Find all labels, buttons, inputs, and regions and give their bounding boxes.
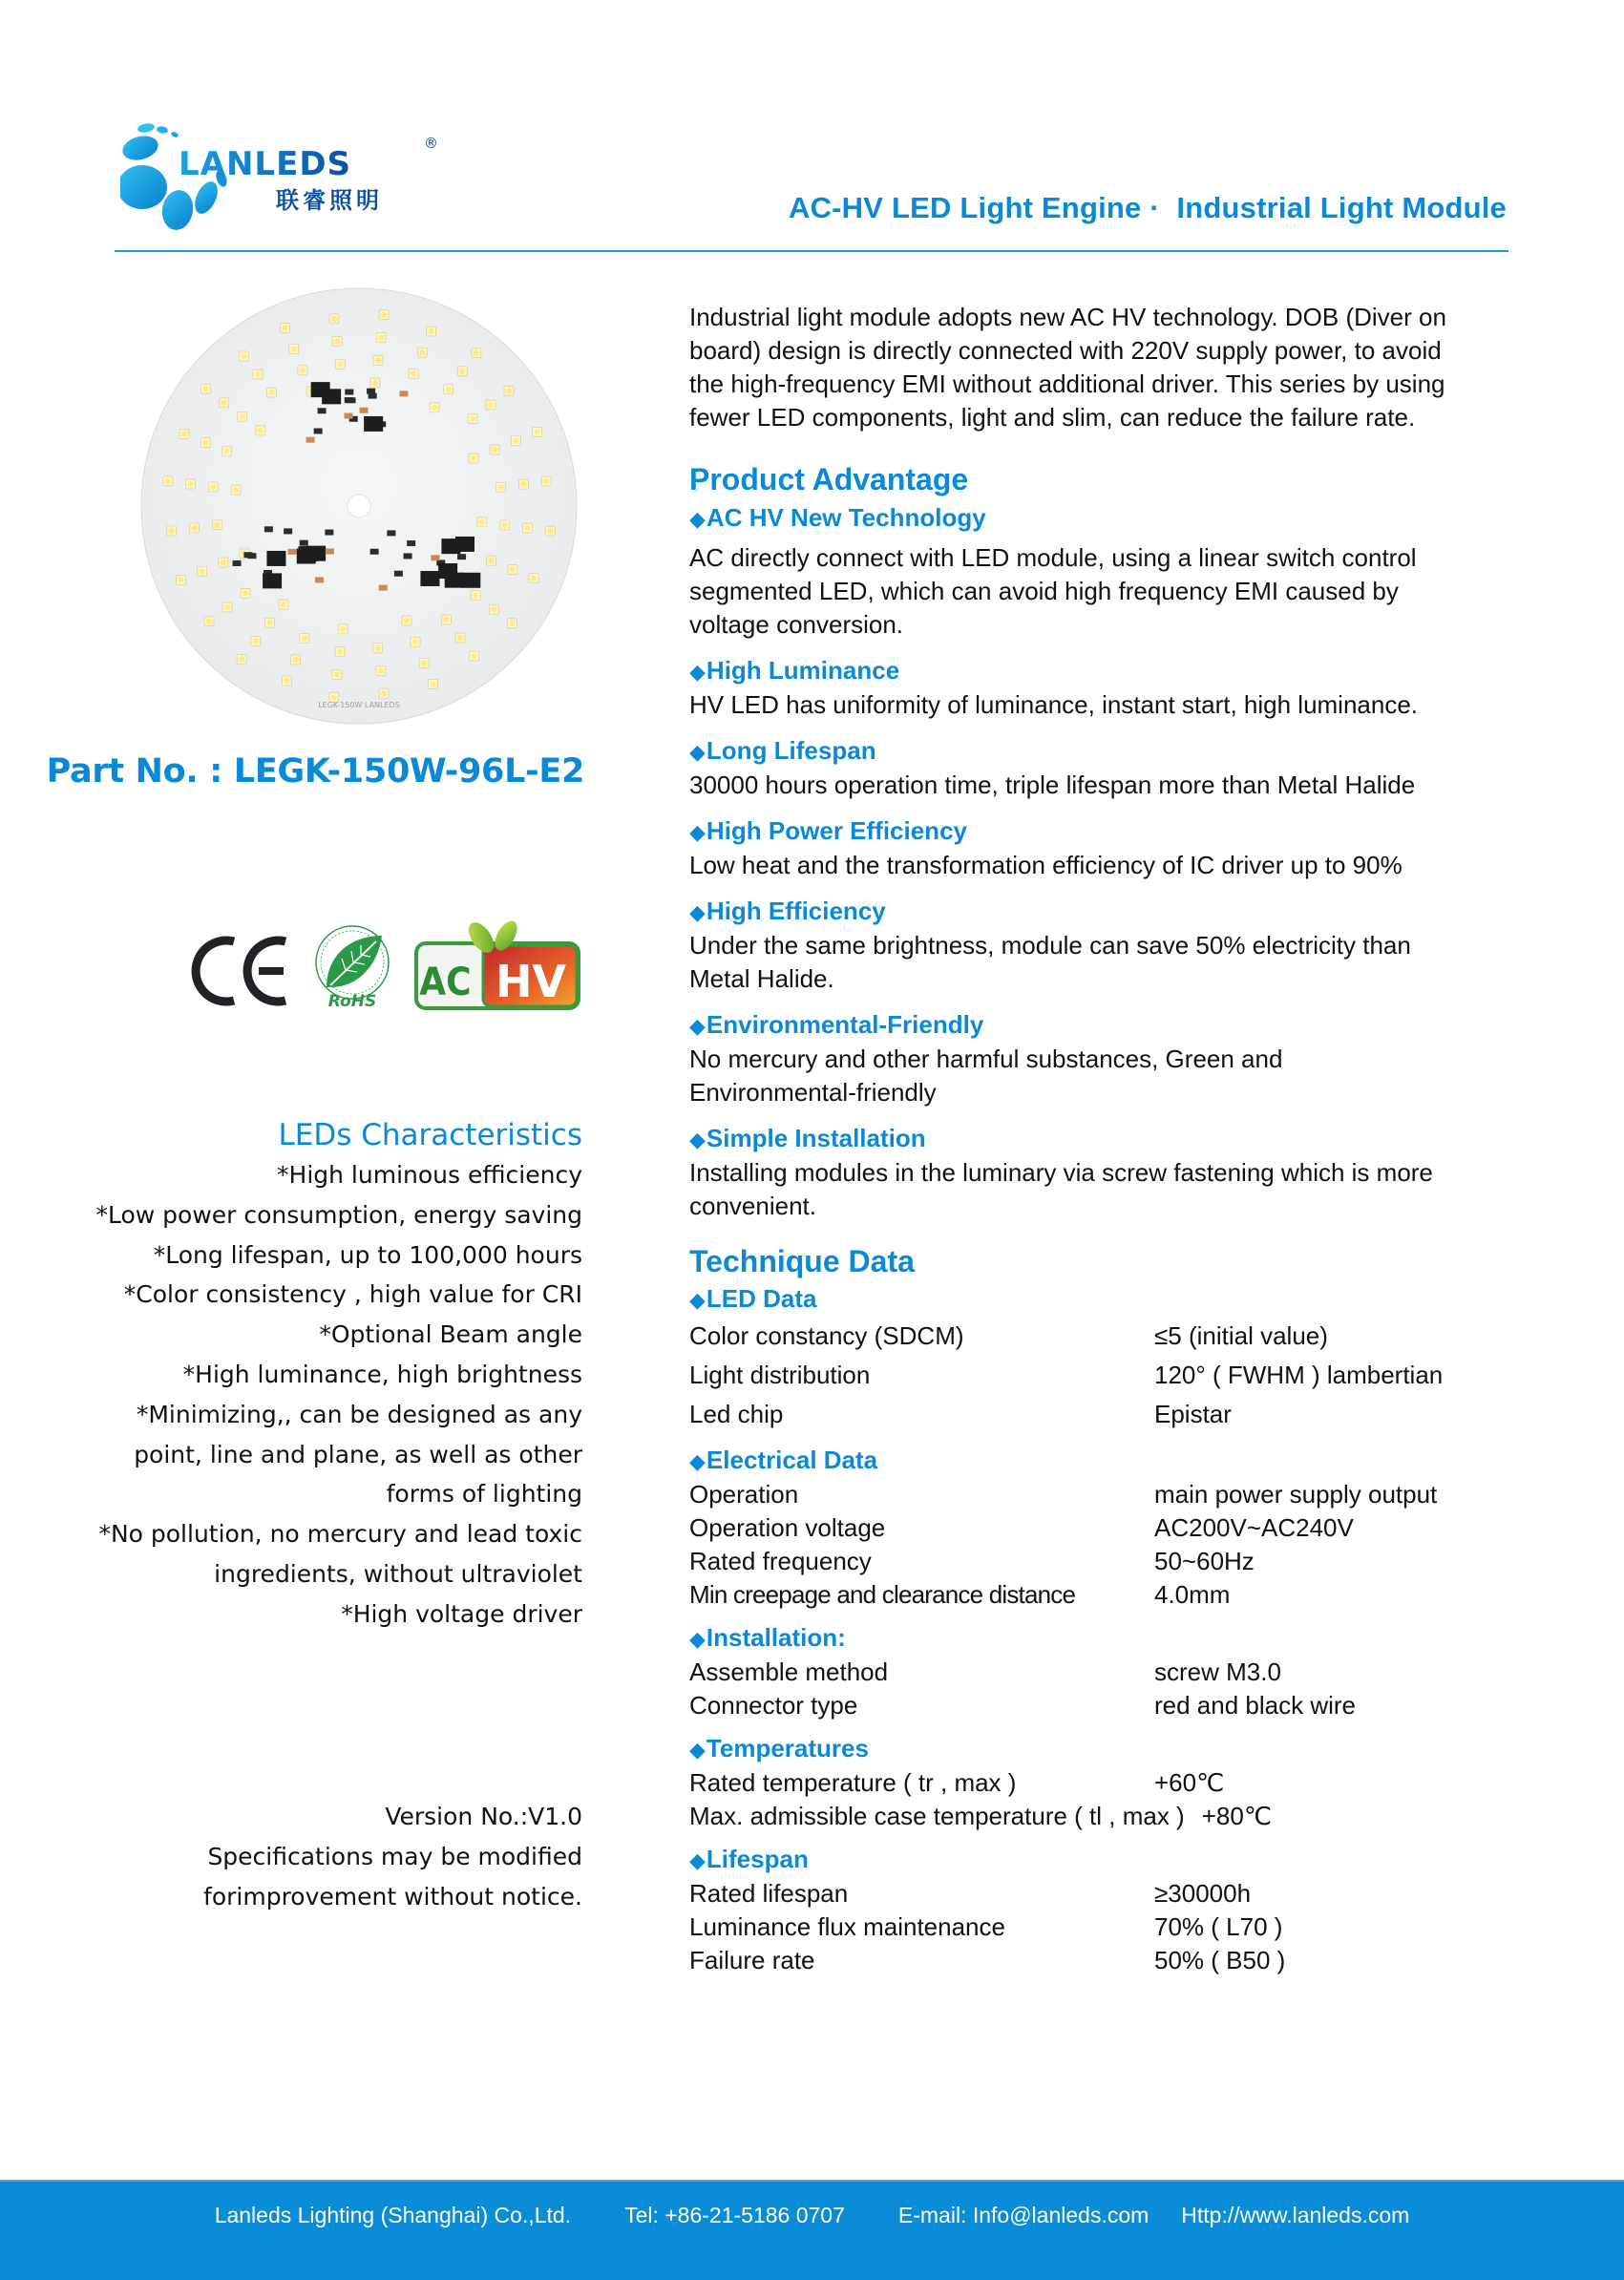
smd-component — [264, 526, 273, 532]
center-hole — [348, 495, 370, 517]
svg-text:AC: AC — [419, 960, 472, 1004]
led-emitter — [411, 370, 416, 376]
ce-mark-icon — [188, 936, 293, 1006]
led-emitter — [428, 328, 433, 334]
driver-ic — [266, 551, 285, 566]
advantage-list — [689, 501, 1529, 1223]
intro-line: board) design is directly connected with 220V supply power, to avoid — [689, 336, 1442, 365]
diamond-bullet-icon: ◆ — [689, 660, 706, 684]
smd-component — [314, 428, 323, 433]
spec-label: Operation — [689, 1480, 799, 1509]
spec-value: 4.0mm — [1154, 1580, 1231, 1609]
ac-hv-badge-icon — [414, 917, 582, 1012]
driver-ic — [455, 537, 475, 552]
led-emitter — [459, 368, 465, 373]
smd-component — [348, 397, 356, 403]
led-emitter — [291, 346, 297, 351]
list-item: *Optional Beam angle — [319, 1320, 582, 1349]
spec-value: screw M3.0 — [1154, 1657, 1281, 1686]
table-row — [689, 1317, 1529, 1356]
spec-value: ≤5 (initial value) — [1154, 1321, 1328, 1350]
diamond-bullet-icon: ◆ — [689, 1449, 706, 1473]
led-emitter — [253, 638, 259, 644]
led-emitter — [214, 522, 220, 528]
led-emitter — [334, 338, 340, 344]
led-emitter — [531, 575, 537, 581]
spec-value: 50~60Hz — [1154, 1547, 1255, 1575]
spec-label: Rated temperature ( tr , max ) — [689, 1768, 1017, 1797]
led-emitter — [488, 402, 494, 408]
spec-label: Max. admissible case temperature ( tl , max ) — [689, 1802, 1185, 1830]
led-emitter — [520, 481, 526, 487]
driver-ic — [461, 573, 480, 588]
smd-component — [370, 549, 379, 555]
led-emitter — [430, 681, 435, 686]
led-emitter — [502, 522, 508, 528]
spec-label: Led chip — [689, 1400, 784, 1428]
led-emitter — [266, 620, 272, 625]
smd-component — [284, 528, 292, 534]
diamond-bullet-icon: ◆ — [689, 1014, 706, 1038]
diamond-bullet-icon: ◆ — [689, 1738, 706, 1762]
list-item: point, line and plane, as well as other — [134, 1440, 582, 1468]
footer-phone[interactable]: Tel: +86-21-5186 0707 — [624, 2203, 845, 2227]
table-row — [689, 1356, 1529, 1395]
led-emitter — [221, 400, 226, 406]
advantage-heading: ◆High Efficiency — [689, 895, 1529, 929]
spec-value: +80℃ — [1201, 1802, 1273, 1830]
led-emitter — [419, 349, 425, 355]
spec-group-heading: ◆Electrical Data — [689, 1444, 1529, 1478]
smd-component — [306, 437, 315, 443]
advantage-text: Metal Halide. — [689, 964, 834, 993]
advantage-heading: ◆AC HV New Technology — [689, 501, 1529, 536]
spec-value: AC200V~AC240V — [1154, 1513, 1354, 1542]
led-emitter — [473, 592, 478, 598]
table-row — [689, 1800, 1529, 1833]
spec-label: Failure rate — [689, 1946, 815, 1974]
table-row — [689, 1395, 1529, 1434]
list-item: *High luminous efficiency — [277, 1161, 582, 1189]
smd-component — [407, 540, 415, 546]
led-emitter — [375, 644, 381, 650]
driver-ic — [438, 563, 457, 579]
spec-value: ≥30000h — [1154, 1879, 1252, 1908]
rohs-leaf-icon — [309, 924, 395, 1010]
spec-value: 120° ( FWHM ) lambertian — [1154, 1361, 1444, 1389]
spec-label: Rated frequency — [689, 1547, 872, 1575]
advantage-item — [689, 654, 1529, 722]
advantage-text: HV LED has uniformity of luminance, instant start, high luminance. — [689, 690, 1419, 719]
smd-component — [233, 560, 242, 566]
svg-text:®: ® — [424, 135, 438, 152]
smd-component — [288, 549, 297, 555]
advantage-text: Under the same brightness, module can save 50% electricity than — [689, 931, 1411, 960]
led-emitter — [243, 590, 248, 596]
advantage-item — [689, 814, 1529, 882]
spec-label: Rated lifespan — [689, 1879, 849, 1908]
list-item: *High luminance, high brightness — [182, 1360, 582, 1388]
table-row — [689, 1511, 1529, 1545]
smd-component — [325, 530, 333, 536]
led-emitter — [471, 653, 476, 659]
led-emitter — [432, 405, 437, 411]
led-emitter — [470, 415, 475, 421]
advantage-text: Installing modules in the luminary via screw fastening which is more — [689, 1158, 1433, 1187]
led-emitter — [199, 568, 204, 574]
driver-ic — [322, 389, 341, 404]
table-row — [689, 1578, 1529, 1612]
smd-component — [345, 413, 353, 419]
spec-value: 70% ( L70 ) — [1154, 1912, 1283, 1941]
led-emitter — [202, 439, 208, 445]
led-emitter — [206, 618, 212, 623]
led-emitter — [302, 635, 307, 641]
led-emitter — [224, 604, 230, 610]
technique-data-title: Technique Data — [689, 1244, 915, 1278]
led-emitter — [284, 678, 289, 684]
led-emitter — [471, 455, 476, 461]
header-divider — [115, 250, 1508, 252]
table-row — [689, 1545, 1529, 1578]
table-row — [689, 1944, 1529, 1977]
list-item: *Minimizing,, can be designed as any — [136, 1400, 582, 1428]
led-emitter — [412, 639, 418, 644]
led-emitter — [340, 626, 346, 632]
list-item: *Low power consumption, energy saving — [95, 1200, 582, 1229]
led-emitter — [372, 380, 378, 386]
list-item: ingredients, without ultraviolet — [214, 1559, 582, 1588]
smd-component — [315, 577, 324, 582]
diamond-bullet-icon: ◆ — [689, 1627, 706, 1651]
spec-value: 50% ( B50 ) — [1154, 1946, 1286, 1974]
diamond-bullet-icon: ◆ — [689, 1288, 706, 1312]
advantage-item — [689, 1008, 1529, 1109]
leds-characteristics — [48, 1115, 582, 1635]
led-emitter — [337, 361, 343, 367]
smd-component — [243, 552, 252, 558]
diamond-bullet-icon: ◆ — [689, 820, 706, 844]
advantage-heading: ◆Simple Installation — [689, 1122, 1529, 1156]
svg-text:HV: HV — [495, 956, 567, 1007]
advantage-heading: ◆High Luminance — [689, 654, 1529, 688]
intro-line: Industrial light module adopts new AC HV technology. DOB (Diver on — [689, 303, 1446, 331]
smd-component — [360, 408, 369, 413]
led-emitter — [375, 357, 381, 363]
list-item: *High voltage driver — [341, 1599, 582, 1628]
driver-ic — [263, 573, 282, 588]
led-emitter — [178, 577, 183, 582]
smd-component — [300, 540, 308, 546]
diamond-bullet-icon: ◆ — [689, 1128, 706, 1151]
main-content — [689, 301, 1529, 1977]
led-emitter — [258, 428, 264, 433]
lanleds-logo-icon — [120, 122, 445, 235]
smd-component — [399, 391, 408, 396]
led-emitter — [404, 618, 410, 623]
led-emitter — [543, 478, 549, 484]
footer-contact — [0, 2203, 1624, 2228]
spec-value: +60℃ — [1154, 1768, 1225, 1797]
advantage-text: Low heat and the transformation efficiency of IC driver up to 90% — [689, 851, 1403, 879]
version-notice — [203, 1797, 582, 1917]
led-emitter — [513, 438, 518, 444]
product-image — [140, 285, 578, 726]
advantage-text: voltage conversion. — [689, 610, 904, 639]
leds-characteristics-list — [48, 1155, 582, 1635]
diamond-bullet-icon: ◆ — [689, 507, 706, 531]
brand-logo — [120, 122, 445, 235]
advantage-item — [689, 501, 1529, 642]
led-emitter — [187, 481, 193, 487]
spec-value: Epistar — [1154, 1400, 1232, 1428]
smd-component — [387, 530, 395, 536]
spec-label: Operation voltage — [689, 1513, 886, 1542]
led-emitter — [165, 478, 171, 484]
led-emitter — [210, 484, 216, 490]
led-emitter — [509, 621, 515, 626]
led-emitter — [202, 386, 208, 391]
led-emitter — [474, 349, 479, 355]
led-emitter — [300, 368, 306, 373]
led-board-illustration — [140, 285, 578, 726]
driver-ic — [420, 571, 439, 586]
led-emitter — [268, 390, 274, 395]
version-disclaimer: Specifications may be modified — [207, 1843, 582, 1870]
spec-label: Min creepage and clearance distance — [689, 1580, 1076, 1609]
smd-component — [431, 555, 439, 560]
header-title: AC-HV LED Light Engine · Industrial Light Module — [788, 191, 1507, 224]
led-emitter — [445, 387, 451, 392]
led-emitter — [421, 660, 427, 665]
led-emitter — [491, 606, 496, 612]
smd-component — [318, 408, 327, 413]
led-emitter — [292, 657, 298, 663]
footer-website-link[interactable]: Http://www.lanleds.com — [1181, 2203, 1410, 2227]
led-emitter — [492, 447, 497, 453]
advantage-text: 30000 hours operation time, triple lifespan more than Metal Halide — [689, 771, 1416, 799]
svg-text:RoHS: RoHS — [327, 992, 377, 1010]
svg-text:联睿照明: 联睿照明 — [276, 187, 383, 214]
spec-group-temperatures — [689, 1732, 1529, 1833]
spec-label: Color constancy (SDCM) — [689, 1321, 964, 1350]
footer-company: Lanleds Lighting (Shanghai) Co.,Ltd. — [214, 2203, 572, 2227]
list-item: *No pollution, no mercury and lead toxic — [98, 1520, 582, 1549]
advantage-text: AC directly connect with LED module, using a linear switch control — [689, 543, 1417, 572]
spec-group-heading: ◆Lifespan — [689, 1843, 1529, 1877]
spec-value: main power supply output — [1154, 1480, 1438, 1509]
spec-value: red and black wire — [1154, 1691, 1356, 1720]
advantage-heading: ◆High Power Efficiency — [689, 814, 1529, 849]
led-emitter — [457, 635, 463, 641]
led-emitter — [510, 566, 516, 572]
diamond-bullet-icon: ◆ — [689, 1848, 706, 1872]
board-silkscreen-label: LEGK-150W LANLEDS — [318, 701, 400, 709]
led-emitter — [331, 316, 337, 322]
advantage-heading: ◆Long Lifespan — [689, 734, 1529, 769]
smd-component — [369, 393, 377, 399]
part-number: Part No. : LEGK-150W-96L-E2 — [46, 752, 584, 791]
table-row — [689, 1766, 1529, 1800]
advantage-heading: ◆Environmental-Friendly — [689, 1008, 1529, 1043]
smd-component — [404, 553, 412, 559]
led-emitter — [233, 487, 239, 493]
table-row — [689, 1478, 1529, 1511]
led-emitter — [378, 334, 384, 340]
led-emitter — [488, 558, 494, 563]
product-advantage-title: Product Advantage — [689, 462, 969, 496]
diamond-bullet-icon: ◆ — [689, 900, 706, 924]
table-row — [689, 1877, 1529, 1911]
list-item: *Long lifespan, up to 100,000 hours — [153, 1240, 582, 1269]
led-emitter — [378, 667, 384, 673]
led-emitter — [547, 528, 553, 534]
table-row — [689, 1911, 1529, 1944]
led-emitter — [506, 388, 512, 393]
led-emitter — [239, 656, 244, 662]
footer-bar — [0, 2180, 1624, 2280]
led-emitter — [241, 353, 246, 359]
spec-group-heading: ◆Temperatures — [689, 1732, 1529, 1766]
led-emitter — [497, 484, 503, 490]
led-emitter — [221, 559, 226, 565]
footer-email-link[interactable]: E-mail: Info@lanleds.com — [897, 2203, 1149, 2227]
led-emitter — [169, 528, 175, 534]
table-row — [689, 1656, 1529, 1689]
led-emitter — [255, 371, 261, 377]
led-emitter — [181, 431, 187, 436]
smd-component — [457, 554, 466, 559]
advantage-text: Environmental-friendly — [689, 1078, 937, 1107]
spec-label: Connector type — [689, 1691, 858, 1720]
diamond-bullet-icon: ◆ — [689, 740, 706, 764]
led-emitter — [240, 413, 245, 419]
led-emitter — [191, 525, 197, 531]
led-emitter — [282, 325, 287, 330]
smd-component — [345, 390, 353, 395]
led-emitter — [281, 602, 286, 607]
spec-group-electrical — [689, 1444, 1529, 1612]
leds-characteristics-title: LEDs Characteristics — [278, 1118, 582, 1152]
led-emitter — [524, 525, 530, 531]
led-emitter — [331, 694, 337, 700]
intro-line: the high-frequency EMI without additional driver. This series by using — [689, 369, 1445, 398]
version-number: Version No.:V1.0 — [385, 1803, 582, 1830]
svg-text:LANLEDS: LANLEDS — [179, 145, 352, 183]
driver-ic — [364, 416, 383, 432]
led-emitter — [334, 671, 340, 677]
led-emitter — [337, 649, 343, 655]
driver-ic — [299, 546, 318, 561]
spec-group-heading: ◆LED Data — [689, 1282, 1529, 1317]
spec-group-led — [689, 1282, 1529, 1434]
smd-component — [326, 548, 334, 554]
spec-group-lifespan — [689, 1843, 1529, 1977]
advantage-item — [689, 895, 1529, 996]
led-emitter — [443, 617, 449, 623]
advantage-text: segmented LED, which can avoid high frequency EMI caused by — [689, 577, 1399, 605]
list-item: *Color consistency , high value for CRI — [123, 1280, 582, 1309]
certification-logos — [181, 917, 582, 1012]
version-disclaimer: forimprovement without notice. — [203, 1883, 582, 1911]
spec-group-installation — [689, 1621, 1529, 1722]
advantage-text: convenient. — [689, 1192, 816, 1220]
led-emitter — [479, 519, 485, 525]
smd-component — [379, 585, 388, 591]
list-item: forms of lighting — [386, 1480, 582, 1509]
advantage-item — [689, 734, 1529, 802]
led-emitter — [381, 312, 387, 318]
led-emitter — [534, 429, 539, 434]
spec-group-heading: ◆Installation: — [689, 1621, 1529, 1656]
smd-component — [394, 571, 403, 577]
intro-paragraph — [689, 301, 1529, 434]
spec-label: Luminance flux maintenance — [689, 1912, 1005, 1941]
led-emitter — [381, 690, 387, 696]
advantage-item — [689, 1122, 1529, 1223]
intro-line: fewer LED components, light and slim, can reduce the failure rate. — [689, 403, 1416, 432]
advantage-text: No mercury and other harmful substances, Green and — [689, 1045, 1283, 1073]
led-emitter — [223, 449, 229, 454]
table-row — [689, 1689, 1529, 1722]
spec-label: Assemble method — [689, 1657, 889, 1686]
spec-label: Light distribution — [689, 1361, 871, 1389]
